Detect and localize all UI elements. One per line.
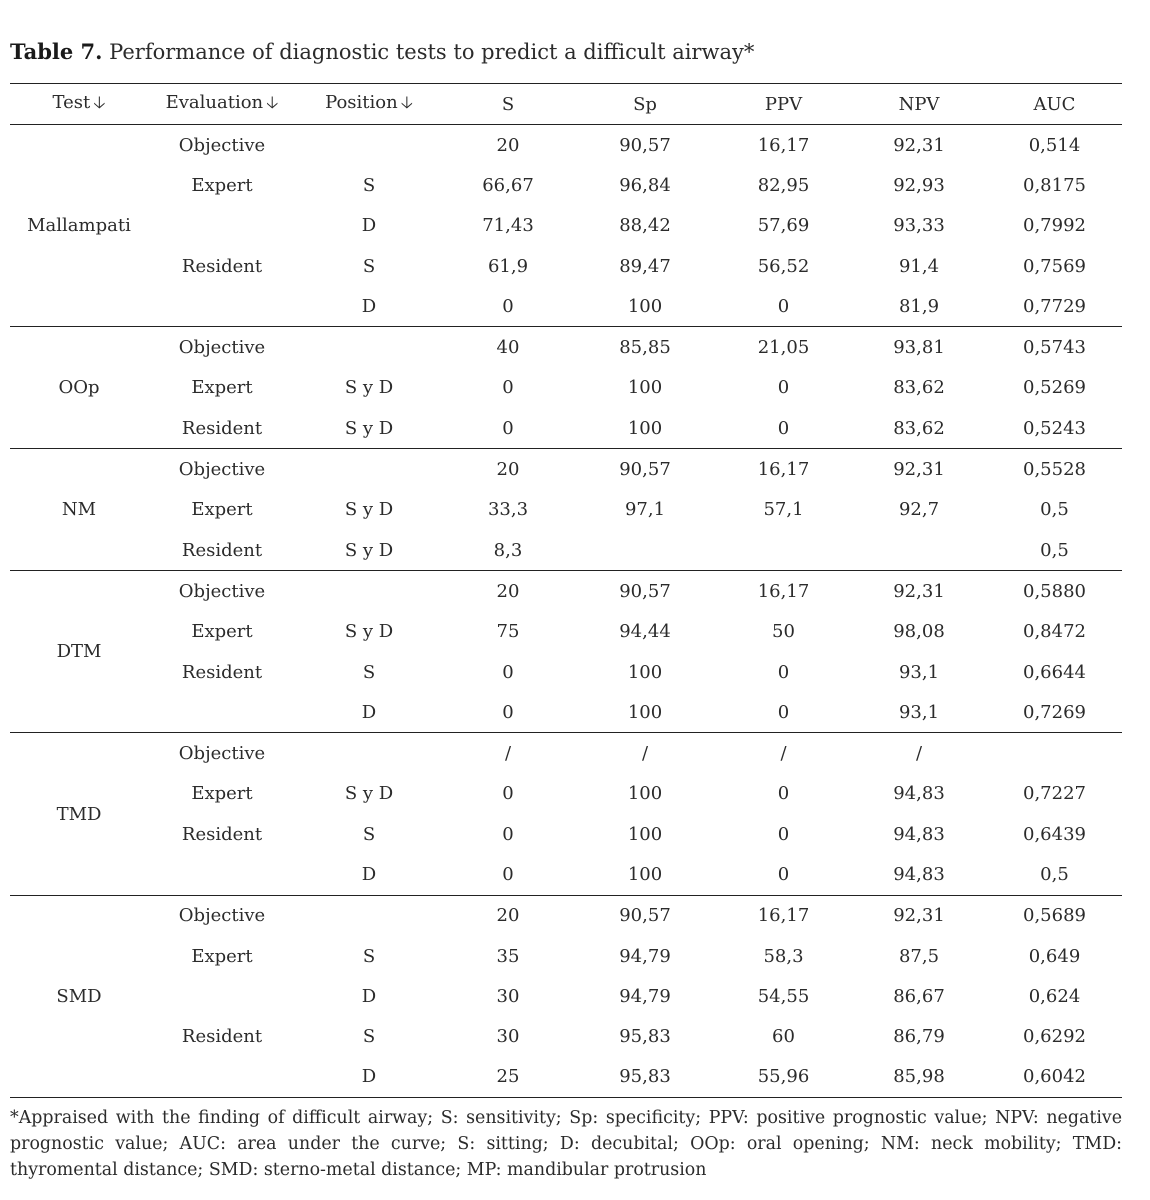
table-row (10, 733, 1122, 774)
table-body (10, 125, 1122, 1098)
evaluation-cell (148, 692, 296, 733)
npv-cell: 92,31 (893, 580, 945, 602)
npv-cell: 98,08 (893, 621, 945, 643)
table-row (10, 490, 1122, 530)
ppv-cell: 0 (716, 408, 851, 449)
s-cell: 8,3 (442, 530, 574, 571)
evaluation-cell: Expert (191, 945, 253, 967)
auc-cell: 0,6644 (1023, 661, 1086, 683)
table-row (10, 1057, 1122, 1098)
s-cell: 0 (442, 286, 574, 327)
npv-cell: 92,7 (898, 499, 940, 521)
evaluation-cell (148, 854, 296, 895)
position-cell: S (362, 661, 376, 683)
table-title: Performance of diagnostic tests to predict a difficult airway* (109, 40, 755, 64)
npv-cell: 93,81 (893, 337, 945, 359)
table-row (10, 530, 1122, 571)
position-cell: S (362, 255, 376, 277)
ppv-cell: 50 (772, 621, 795, 643)
test-name-cell: TMD (10, 733, 148, 895)
auc-cell: 0,5269 (1023, 377, 1086, 399)
position-cell (296, 571, 442, 612)
npv-cell: 93,1 (851, 692, 987, 733)
s-cell: 61,9 (487, 255, 529, 277)
position-cell: D (361, 215, 377, 237)
auc-cell: 0,5743 (1023, 337, 1086, 359)
table-row (10, 814, 1122, 854)
ppv-cell: 16,17 (757, 580, 810, 602)
s-cell: 20 (496, 459, 520, 481)
test-name-cell: OOp (10, 327, 148, 449)
position-cell: D (296, 1057, 442, 1098)
position-cell: S y D (344, 783, 394, 805)
npv-cell: 81,9 (851, 286, 987, 327)
table-row (10, 1017, 1122, 1057)
sp-cell: 100 (627, 823, 663, 845)
sp-cell (574, 530, 716, 571)
npv-cell: 94,83 (893, 783, 945, 805)
ppv-cell: 56,52 (757, 255, 810, 277)
table-row (10, 612, 1122, 652)
evaluation-cell: Objective (178, 134, 266, 156)
auc-cell: 0,5880 (1023, 580, 1086, 602)
ppv-cell: 16,17 (757, 134, 810, 156)
ppv-cell: 0 (716, 854, 851, 895)
auc-cell: 0,7227 (1023, 783, 1086, 805)
test-name-cell: NM (10, 449, 148, 571)
sp-cell: 89,47 (619, 255, 671, 277)
sp-cell: 97,1 (624, 499, 666, 521)
npv-cell: 85,98 (851, 1057, 987, 1098)
table-row (10, 408, 1122, 449)
column-header-position[interactable]: Position 🡣 (296, 84, 442, 125)
table-row (10, 854, 1122, 895)
table-row (10, 652, 1122, 692)
npv-cell: 87,5 (898, 945, 940, 967)
sp-cell: 100 (627, 783, 663, 805)
position-cell: S y D (344, 621, 394, 643)
auc-cell: 0,5243 (987, 408, 1122, 449)
sp-cell: 95,83 (574, 1057, 716, 1098)
npv-cell: 91,4 (898, 255, 940, 277)
table-row (10, 165, 1122, 205)
npv-cell (851, 530, 987, 571)
sp-cell: 95,83 (619, 1026, 671, 1048)
table-row (10, 692, 1122, 733)
column-header-s: S (442, 84, 574, 125)
s-cell: 75 (496, 621, 520, 643)
position-cell: D (296, 286, 442, 327)
s-cell: 66,67 (482, 174, 534, 196)
s-cell: 20 (496, 134, 520, 156)
npv-cell: 83,62 (851, 408, 987, 449)
npv-cell: 94,83 (851, 854, 987, 895)
column-header-npv: NPV (851, 84, 987, 125)
npv-cell: / (915, 743, 923, 765)
evaluation-cell: Objective (178, 337, 266, 359)
evaluation-cell: Resident (148, 530, 296, 571)
s-cell: 20 (496, 905, 520, 927)
arrow-down-icon: 🡣 (400, 92, 413, 113)
ppv-cell: 55,96 (716, 1057, 851, 1098)
auc-cell: 0,5689 (1023, 905, 1086, 927)
column-header-evaluation[interactable]: Evaluation 🡣 (148, 84, 296, 125)
arrow-down-icon: 🡣 (93, 92, 106, 113)
evaluation-cell (148, 286, 296, 327)
sp-cell: 100 (574, 854, 716, 895)
sp-cell: 90,57 (619, 459, 671, 481)
sp-cell: 90,57 (619, 580, 671, 602)
position-cell: S (362, 823, 376, 845)
s-cell: 0 (442, 692, 574, 733)
auc-cell: 0,6292 (1023, 1026, 1086, 1048)
sp-cell: 100 (574, 286, 716, 327)
ppv-cell: 0 (777, 377, 790, 399)
position-cell: S (362, 174, 376, 196)
auc-cell: 0,8472 (1023, 621, 1086, 643)
table-footnote: *Appraised with the finding of difficult airway; S: sensitivity; Sp: specificity; PPV: positive prognostic value; NPV: negative prognostic value; AUC: area under the curve; S: sitting; D: decubital; OOp: oral opening; NM: neck mobility; TMD: thyromental distance; SMD: sterno-metal distance; MP: mandibular protrusion (10, 1108, 1122, 1180)
ppv-cell: 82,95 (757, 174, 810, 196)
position-cell (296, 327, 442, 368)
position-cell (296, 895, 442, 936)
s-cell: 0 (502, 377, 514, 399)
sp-cell: 94,79 (619, 985, 671, 1007)
evaluation-cell: Objective (178, 743, 266, 765)
auc-cell: 0,7729 (987, 286, 1122, 327)
table-row (10, 449, 1122, 490)
evaluation-cell: Expert (191, 621, 253, 643)
sp-cell: 85,85 (619, 337, 671, 359)
ppv-cell: 58,3 (763, 945, 804, 967)
auc-cell: 0,514 (1028, 134, 1081, 156)
auc-cell (987, 733, 1122, 774)
sp-cell: 88,42 (619, 215, 671, 237)
table-row (10, 368, 1122, 408)
s-cell: 0 (442, 408, 574, 449)
auc-cell: 0,649 (1028, 945, 1081, 967)
sp-cell: 100 (574, 692, 716, 733)
ppv-cell: 57,69 (757, 215, 810, 237)
position-cell: D (296, 854, 442, 895)
table-row (10, 976, 1122, 1016)
ppv-cell: 0 (777, 661, 790, 683)
position-cell (296, 125, 442, 166)
s-cell: 30 (496, 985, 520, 1007)
s-cell: 0 (502, 783, 514, 805)
evaluation-cell: Objective (178, 459, 266, 481)
table-row (10, 936, 1122, 976)
ppv-cell: 0 (777, 783, 790, 805)
npv-cell: 92,93 (893, 174, 945, 196)
evaluation-cell (148, 1057, 296, 1098)
npv-cell: 93,33 (893, 215, 945, 237)
test-name-cell: SMD (10, 895, 148, 1097)
table-row (10, 125, 1122, 166)
ppv-cell: 16,17 (757, 905, 810, 927)
evaluation-cell: Expert (191, 174, 253, 196)
s-cell: 33,3 (487, 499, 529, 521)
s-cell: 35 (496, 945, 520, 967)
s-cell: 0 (502, 661, 514, 683)
npv-cell: 94,83 (893, 823, 945, 845)
ppv-cell: 0 (716, 692, 851, 733)
ppv-cell: 0 (777, 823, 790, 845)
sp-cell: 100 (627, 377, 663, 399)
position-cell: S y D (344, 499, 394, 521)
table-row (10, 895, 1122, 936)
sp-cell: 96,84 (619, 174, 671, 196)
s-cell: 20 (496, 580, 520, 602)
s-cell: / (504, 743, 512, 765)
position-cell: S y D (296, 530, 442, 571)
table-row (10, 774, 1122, 814)
npv-cell: 86,67 (893, 985, 945, 1007)
npv-cell: 93,1 (898, 661, 940, 683)
npv-cell: 92,31 (893, 134, 945, 156)
ppv-cell: 57,1 (763, 499, 804, 521)
header-row (10, 84, 1122, 125)
sp-cell: 100 (627, 661, 663, 683)
ppv-cell: 0 (716, 286, 851, 327)
evaluation-cell: Resident (181, 661, 263, 683)
position-cell: S (362, 945, 376, 967)
auc-cell: 0,5 (987, 854, 1122, 895)
evaluation-cell: Expert (191, 499, 253, 521)
s-cell: 30 (496, 1026, 520, 1048)
ppv-cell: 16,17 (757, 459, 810, 481)
position-cell: D (296, 692, 442, 733)
s-cell: 0 (442, 854, 574, 895)
evaluation-cell: Resident (181, 1026, 263, 1048)
performance-table (10, 83, 1122, 1098)
column-header-auc: AUC (987, 84, 1122, 125)
column-header-ppv: PPV (716, 84, 851, 125)
auc-cell: 0,8175 (1023, 174, 1086, 196)
s-cell: 25 (442, 1057, 574, 1098)
evaluation-cell: Expert (191, 377, 253, 399)
position-cell (296, 733, 442, 774)
auc-cell: 0,7992 (1023, 215, 1086, 237)
auc-cell: 0,6439 (1023, 823, 1086, 845)
npv-cell: 86,79 (893, 1026, 945, 1048)
auc-cell: 0,5 (987, 530, 1122, 571)
auc-cell: 0,5528 (1023, 459, 1086, 481)
position-cell (296, 449, 442, 490)
column-header-sp: Sp (574, 84, 716, 125)
npv-cell: 83,62 (893, 377, 945, 399)
table-row (10, 327, 1122, 368)
s-cell: 71,43 (482, 215, 534, 237)
sp-cell: / (641, 743, 649, 765)
sp-cell: 94,44 (619, 621, 671, 643)
auc-cell: 0,624 (1028, 985, 1081, 1007)
test-name-cell: DTM (10, 571, 148, 733)
position-cell: S y D (344, 377, 394, 399)
position-cell: S y D (296, 408, 442, 449)
auc-cell: 0,5 (1040, 499, 1069, 521)
npv-cell: 92,31 (893, 459, 945, 481)
evaluation-cell: Resident (181, 255, 263, 277)
sp-cell: 94,79 (619, 945, 671, 967)
evaluation-cell (148, 206, 296, 246)
s-cell: 0 (502, 823, 514, 845)
ppv-cell (716, 530, 851, 571)
evaluation-cell: Expert (191, 783, 253, 805)
sp-cell: 100 (574, 408, 716, 449)
evaluation-cell: Resident (148, 408, 296, 449)
column-header-test[interactable]: Test 🡣 (10, 84, 148, 125)
evaluation-cell: Objective (178, 580, 266, 602)
evaluation-cell: Objective (178, 905, 266, 927)
table-label: Table 7. (10, 39, 103, 64)
auc-cell: 0,7269 (987, 692, 1122, 733)
table-row (10, 286, 1122, 327)
evaluation-cell: Resident (181, 823, 263, 845)
test-name-cell: Mallampati (10, 125, 148, 327)
table-caption (10, 38, 1122, 66)
ppv-cell: 60 (772, 1026, 795, 1048)
table-row (10, 246, 1122, 286)
sp-cell: 90,57 (619, 134, 671, 156)
npv-cell: 92,31 (893, 905, 945, 927)
position-cell: D (361, 985, 377, 1007)
position-cell: S (362, 1026, 376, 1048)
s-cell: 40 (496, 337, 520, 359)
sp-cell: 90,57 (619, 905, 671, 927)
auc-cell: 0,6042 (987, 1057, 1122, 1098)
evaluation-cell (148, 976, 296, 1016)
table-row (10, 571, 1122, 612)
table-row (10, 206, 1122, 246)
arrow-down-icon: 🡣 (266, 92, 279, 113)
ppv-cell: / (780, 743, 787, 765)
ppv-cell: 54,55 (757, 985, 810, 1007)
ppv-cell: 21,05 (757, 337, 810, 359)
auc-cell: 0,7569 (1023, 255, 1086, 277)
